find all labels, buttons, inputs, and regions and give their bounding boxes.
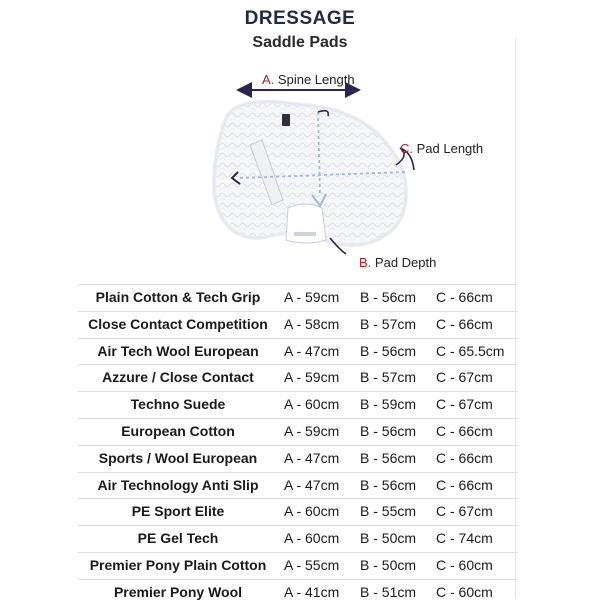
spine-length-value: A - 55cm — [284, 556, 340, 573]
spine-length-value: A - 60cm — [284, 503, 340, 520]
saddle-pad-diagram — [0, 60, 600, 275]
table-row — [78, 311, 518, 338]
pad-length-value: C - 66cm — [436, 289, 493, 305]
pad-length-value: C - 67cm — [436, 503, 493, 520]
table-row — [78, 338, 518, 365]
product-name: Close Contact Competition — [88, 315, 268, 332]
table-row — [78, 525, 518, 552]
product-name: Sports / Wool European — [98, 449, 258, 466]
spine-length-value: A - 59cm — [284, 289, 340, 305]
pad-length-value: C - 66cm — [436, 422, 493, 439]
pad-depth-value: B - 50cm — [360, 530, 417, 547]
pad-length-value: C - 66cm — [436, 315, 493, 332]
pad-length-label — [400, 141, 483, 156]
spine-length-value: A - 47cm — [284, 449, 340, 466]
spine-length-value: A - 47cm — [284, 476, 340, 493]
pad-depth-value: B - 56cm — [360, 476, 417, 493]
pad-length-value: C - 67cm — [436, 396, 493, 413]
spine-length-value: A - 60cm — [284, 530, 340, 547]
pad-depth-label — [359, 255, 436, 270]
pad-depth-value: B - 56cm — [360, 342, 417, 359]
product-name: Techno Suede — [130, 396, 226, 413]
product-name: Premier Pony Plain Cotton — [89, 556, 267, 573]
pad-length-value: C - 67cm — [436, 369, 493, 386]
pad-depth-value: B - 55cm — [360, 503, 417, 520]
pad-length-value: C - 60cm — [436, 583, 493, 600]
saddle-pad-shape — [214, 102, 406, 245]
pad-depth-value: B - 56cm — [360, 422, 417, 439]
spine-length-value: A - 47cm — [284, 342, 340, 359]
pad-length-letter: C. — [400, 141, 413, 156]
pad-length-text: Pad Length — [416, 141, 484, 156]
pad-depth-value: B - 57cm — [360, 315, 417, 332]
product-name: Plain Cotton & Tech Grip — [95, 289, 261, 305]
product-name: PE Sport Elite — [131, 503, 225, 520]
spine-length-value: A - 60cm — [284, 396, 340, 413]
pad-depth-letter: B. — [359, 255, 372, 270]
spine-length-value: A - 41cm — [284, 583, 340, 600]
spine-length-value: A - 59cm — [284, 369, 340, 386]
table-row — [78, 445, 518, 472]
table-row — [78, 472, 518, 499]
table-row — [78, 284, 518, 311]
product-name: Air Tech Wool European — [97, 342, 259, 359]
pad-length-value: C - 66cm — [436, 476, 493, 493]
pad-depth-value: B - 56cm — [360, 289, 417, 305]
table-row — [78, 391, 518, 418]
table-row — [78, 418, 518, 445]
pad-length-value: C - 60cm — [436, 556, 493, 573]
pad-depth-text: Pad Depth — [374, 255, 437, 270]
spine-length-label — [262, 72, 355, 87]
pad-depth-value: B - 56cm — [360, 449, 417, 466]
pad-depth-value: B - 50cm — [360, 556, 417, 573]
product-name: PE Gel Tech — [137, 530, 219, 547]
table-row — [78, 364, 518, 391]
pad-depth-value: B - 59cm — [360, 396, 417, 413]
spine-length-letter: A. — [262, 72, 275, 87]
product-name: Azzure / Close Contact — [102, 369, 254, 386]
table-row — [78, 579, 518, 606]
page-title: DRESSAGE — [244, 8, 356, 29]
pad-depth-value: B - 51cm — [360, 583, 417, 600]
pad-length-value: C - 74cm — [436, 530, 493, 547]
table-row — [78, 552, 518, 579]
pad-length-value: C - 65.5cm — [436, 342, 505, 359]
product-name: European Cotton — [121, 422, 235, 439]
saddle-pad-illustration — [0, 60, 600, 275]
product-name: Air Technology Anti Slip — [97, 476, 259, 493]
spine-length-value: A - 58cm — [284, 315, 340, 332]
table-row — [78, 498, 518, 525]
size-table — [78, 284, 518, 606]
pad-depth-value: B - 57cm — [360, 369, 417, 386]
spine-length-text: Spine Length — [277, 72, 355, 87]
page-subtitle: Saddle Pads — [252, 34, 348, 51]
spine-length-value: A - 59cm — [284, 422, 340, 439]
pad-length-value: C - 66cm — [436, 449, 493, 466]
product-name: Premier Pony Wool — [113, 583, 243, 600]
